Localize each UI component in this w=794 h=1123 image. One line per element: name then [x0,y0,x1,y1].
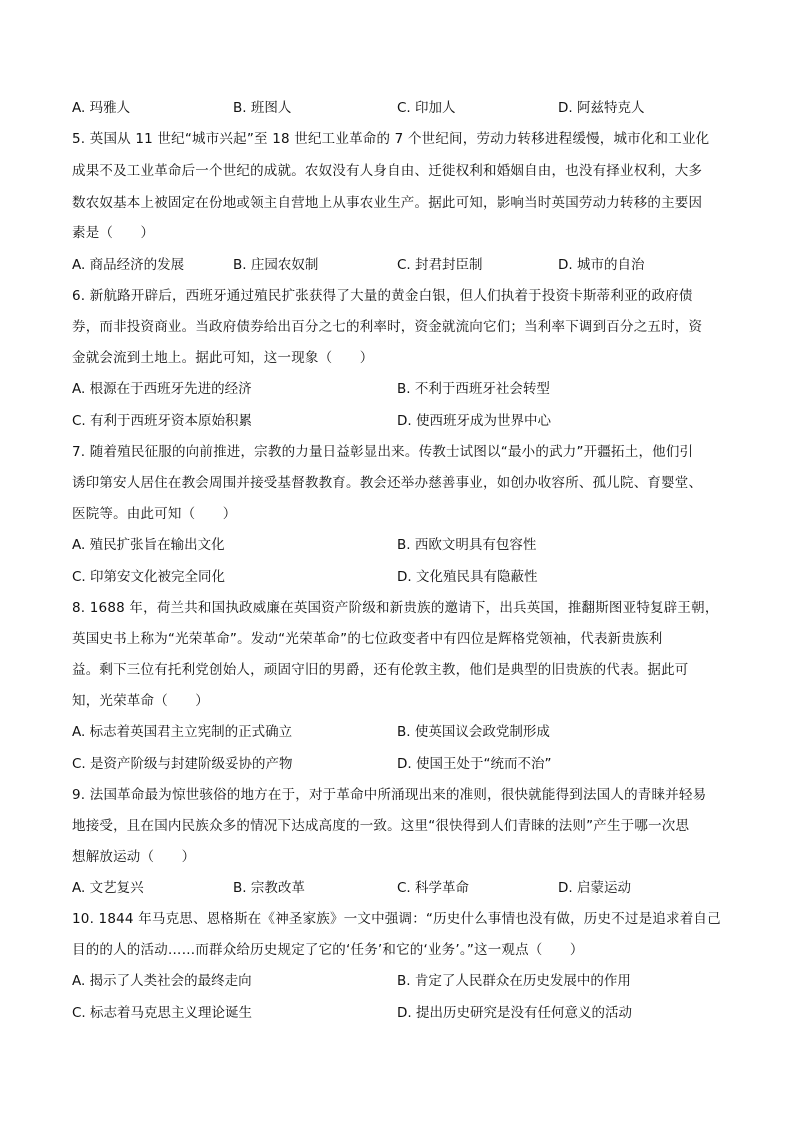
q7-stem-line-1: 7. 随着殖民征服的向前推进，宗教的力量日益彰显出来。传教士试图以“最小的武力”开疆拓土，他们引 [72,444,694,460]
q6-stem-line-3: 金就会流到土地上。据此可知，这一现象（ ） [72,350,374,366]
q8-option-a: A. 标志着英国君主立宪制的正式确立 [72,724,293,740]
q8-stem-line-4: 知，光荣革命（ ） [72,693,209,709]
q4-option-d: D. 阿兹特克人 [558,100,645,116]
q6-option-c: C. 有利于西班牙资本原始积累 [72,413,253,429]
q10-option-c: C. 标志着马克思主义理论诞生 [72,1005,253,1021]
q7-option-a: A. 殖民扩张旨在输出文化 [72,537,225,553]
q5-stem-line-2: 成果不及工业革命后一个世纪的成就。农奴没有人身自由、迁徙权利和婚姻自由，也没有择业权利，大多 [72,163,703,179]
q10-option-d: D. 提出历史研究是没有任何意义的活动 [397,1005,632,1021]
q7-stem-line-3: 医院等。由此可知（ ） [72,506,237,522]
q4-option-b: B. 班图人 [233,100,292,116]
q9-option-a: A. 文艺复兴 [72,880,144,896]
q5-stem-line-4: 素是（ ） [72,225,155,241]
q5-option-b: B. 庄园农奴制 [233,257,319,273]
q9-stem-line-2: 地接受，且在国内民族众多的情况下达成高度的一致。这里“很快得到人们青睐的法则”产生于哪一次思 [72,818,690,834]
q6-option-d: D. 使西班牙成为世界中心 [397,413,551,429]
q6-option-b: B. 不利于西班牙社会转型 [397,381,550,397]
q7-option-b: B. 西欧文明具有包容性 [397,537,537,553]
q5-stem-line-3: 数农奴基本上被固定在份地或领主自营地上从事农业生产。据此可知，影响当时英国劳动力转移的主要因 [72,195,703,211]
q8-stem-line-1: 8. 1688 年，荷兰共和国执政威廉在英国资产阶级和新贵族的邀请下，出兵英国，推翻斯图亚特复辟王朝， [72,600,719,616]
q10-stem-line-1: 10. 1844 年马克思、恩格斯在《神圣家族》一文中强调：“历史什么事情也没有做，历史不过是追求着自己 [72,911,721,927]
q9-option-c: C. 科学革命 [397,880,470,896]
q7-option-d: D. 文化殖民具有隐蔽性 [397,569,538,585]
q9-stem-line-3: 想解放运动（ ） [72,849,196,865]
q5-option-d: D. 城市的自治 [558,257,645,273]
q10-stem-line-2: 目的的人的活动……而群众给历史规定了它的‘任务’和它的‘业务’。”这一观点（ ） [72,942,584,958]
q9-stem-line-1: 9. 法国革命最为惊世骇俗的地方在于，对于革命中所涌现出来的准则，很快就能得到法国人的青睐并轻易 [72,787,707,803]
q9-option-b: B. 宗教改革 [233,880,305,896]
q10-option-a: A. 揭示了人类社会的最终走向 [72,973,252,989]
q8-option-b: B. 使英国议会政党制形成 [397,724,550,740]
q4-option-a: A. 玛雅人 [72,100,131,116]
q6-stem-line-1: 6. 新航路开辟后，西班牙通过殖民扩张获得了大量的黄金白银，但人们执着于投资卡斯蒂利亚的政府债 [72,288,693,304]
q4-option-c: C. 印加人 [397,100,456,116]
q10-option-b: B. 肯定了人民群众在历史发展中的作用 [397,973,631,989]
q5-option-a: A. 商品经济的发展 [72,257,185,273]
q8-option-d: D. 使国王处于“统而不治” [397,756,552,772]
q6-option-a: A. 根源在于西班牙先进的经济 [72,381,252,397]
q7-option-c: C. 印第安文化被完全同化 [72,569,226,585]
q8-stem-line-3: 益。剩下三位有托利党创始人，顽固守旧的男爵，还有伦敦主教，他们是典型的旧贵族的代表。据此可 [72,662,689,678]
q8-option-c: C. 是资产阶级与封建阶级妥协的产物 [72,756,293,772]
q5-stem-line-1: 5. 英国从 11 世纪“城市兴起”至 18 世纪工业革命的 7 个世纪间，劳动力转移进程缓慢，城市化和工业化 [72,131,710,147]
q5-option-c: C. 封君封臣制 [397,257,483,273]
q8-stem-line-2: 英国史书上称为“光荣革命”。发动“光荣革命”的七位政变者中有四位是辉格党领袖，代表新贵族利 [72,631,663,647]
q6-stem-line-2: 券，而非投资商业。当政府债券给出百分之七的利率时，资金就流向它们；当利率下调到百分之五时，资 [72,319,703,335]
q9-option-d: D. 启蒙运动 [558,880,631,896]
q7-stem-line-2: 诱印第安人居住在教会周围并接受基督教教育。教会还举办慈善事业，如创办收容所、孤儿院、育婴堂、 [72,475,703,491]
